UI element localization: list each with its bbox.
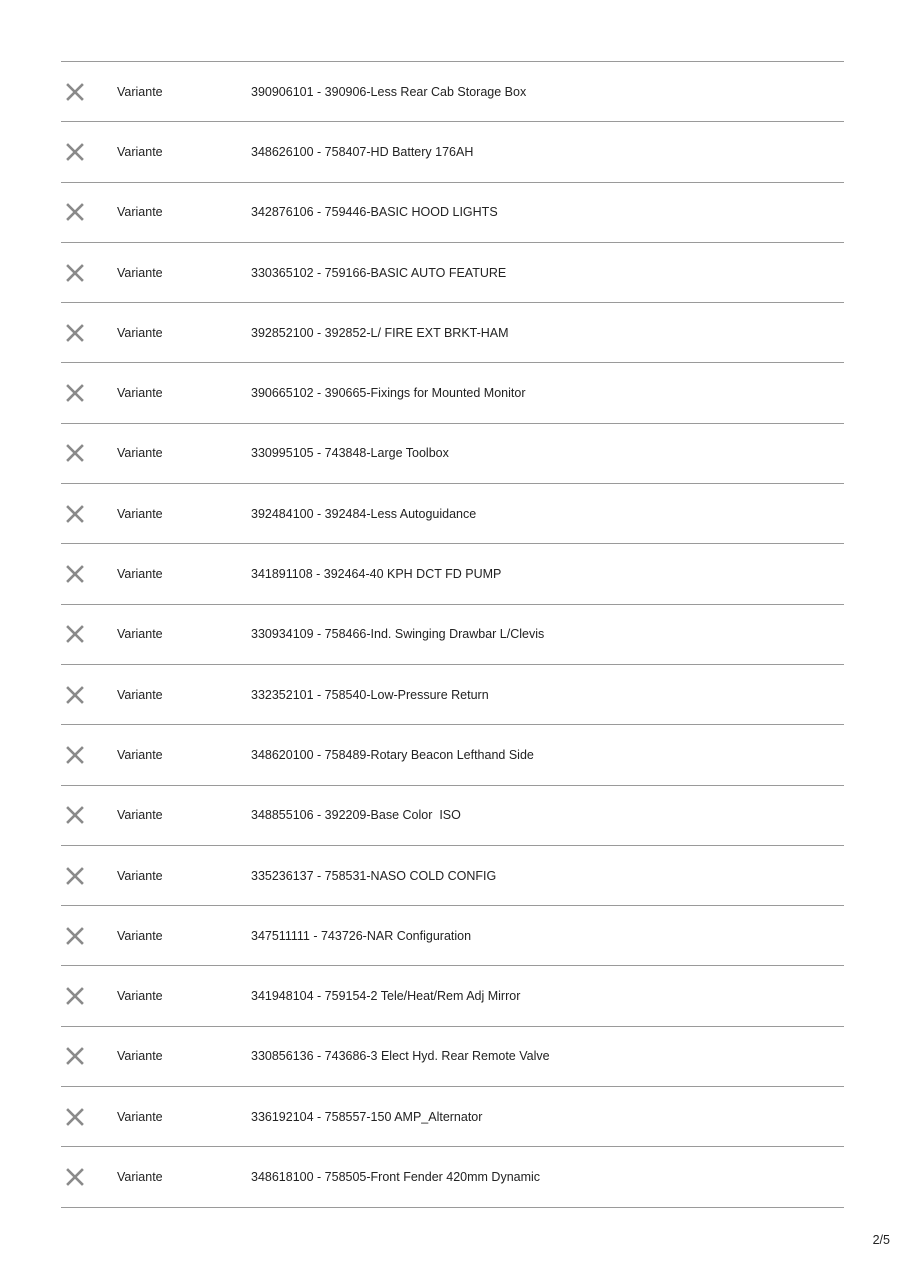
- close-icon[interactable]: [65, 986, 85, 1006]
- row-description: 341948104 - 759154-2 Tele/Heat/Rem Adj Mirror: [251, 989, 521, 1004]
- close-icon[interactable]: [65, 564, 85, 584]
- table-row: [61, 665, 844, 725]
- row-type: Variante: [117, 627, 163, 642]
- row-description: 335236137 - 758531-NASO COLD CONFIG: [251, 868, 497, 883]
- row-type: Variante: [117, 265, 163, 280]
- row-type: Variante: [117, 325, 163, 340]
- row-type: Variante: [117, 446, 163, 461]
- close-icon[interactable]: [65, 1167, 85, 1187]
- row-description: 390906101 - 390906-Less Rear Cab Storage Box: [251, 84, 527, 99]
- close-icon[interactable]: [65, 745, 85, 765]
- close-icon[interactable]: [65, 805, 85, 825]
- close-icon[interactable]: [65, 504, 85, 524]
- table-row: [61, 1147, 844, 1207]
- table-row: [61, 846, 844, 906]
- row-type: Variante: [117, 386, 163, 401]
- variant-table: [61, 61, 844, 1208]
- row-type: Variante: [117, 989, 163, 1004]
- close-icon[interactable]: [65, 263, 85, 283]
- table-row: [61, 1027, 844, 1087]
- close-icon[interactable]: [65, 866, 85, 886]
- table-row: [61, 544, 844, 604]
- close-icon[interactable]: [65, 685, 85, 705]
- table-row: [61, 183, 844, 243]
- row-type: Variante: [117, 205, 163, 220]
- row-type: Variante: [117, 1169, 163, 1184]
- row-description: 392484100 - 392484-Less Autoguidance: [251, 506, 477, 521]
- row-type: Variante: [117, 567, 163, 582]
- row-description: 330995105 - 743848-Large Toolbox: [251, 446, 449, 461]
- row-description: 348620100 - 758489-Rotary Beacon Lefthand Side: [251, 747, 534, 762]
- row-type: Variante: [117, 928, 163, 943]
- row-description: 330934109 - 758466-Ind. Swinging Drawbar L/Clevis: [251, 627, 545, 642]
- table-row: [61, 303, 844, 363]
- table-row: [61, 725, 844, 785]
- row-description: 332352101 - 758540-Low-Pressure Return: [251, 687, 489, 702]
- table-row: [61, 1087, 844, 1147]
- row-description: 392852100 - 392852-L/ FIRE EXT BRKT-HAM: [251, 325, 509, 340]
- row-description: 342876106 - 759446-BASIC HOOD LIGHTS: [251, 205, 498, 220]
- close-icon[interactable]: [65, 82, 85, 102]
- row-type: Variante: [117, 1109, 163, 1124]
- table-row: [61, 424, 844, 484]
- row-description: 390665102 - 390665-Fixings for Mounted Monitor: [251, 386, 526, 401]
- row-description: 341891108 - 392464-40 KPH DCT FD PUMP: [251, 567, 502, 582]
- close-icon[interactable]: [65, 1046, 85, 1066]
- row-description: 330365102 - 759166-BASIC AUTO FEATURE: [251, 265, 507, 280]
- table-row: [61, 62, 844, 122]
- close-icon[interactable]: [65, 926, 85, 946]
- row-description: 348855106 - 392209-Base Color ISO: [251, 808, 461, 823]
- row-type: Variante: [117, 506, 163, 521]
- table-row: [61, 906, 844, 966]
- close-icon[interactable]: [65, 624, 85, 644]
- table-row: [61, 484, 844, 544]
- table-row: [61, 122, 844, 182]
- table-row: [61, 363, 844, 423]
- table-row: [61, 605, 844, 665]
- row-description: 348626100 - 758407-HD Battery 176AH: [251, 144, 474, 159]
- row-type: Variante: [117, 144, 163, 159]
- page-number: 2/5: [872, 1233, 890, 1247]
- row-type: Variante: [117, 84, 163, 99]
- close-icon[interactable]: [65, 202, 85, 222]
- close-icon[interactable]: [65, 383, 85, 403]
- row-description: 348618100 - 758505-Front Fender 420mm Dynamic: [251, 1169, 541, 1184]
- row-type: Variante: [117, 687, 163, 702]
- close-icon[interactable]: [65, 323, 85, 343]
- row-type: Variante: [117, 747, 163, 762]
- close-icon[interactable]: [65, 443, 85, 463]
- close-icon[interactable]: [65, 1107, 85, 1127]
- row-description: 330856136 - 743686-3 Elect Hyd. Rear Remote Valve: [251, 1049, 550, 1064]
- row-description: 336192104 - 758557-150 AMP_Alternator: [251, 1109, 483, 1124]
- row-type: Variante: [117, 808, 163, 823]
- table-row: [61, 786, 844, 846]
- row-type: Variante: [117, 1049, 163, 1064]
- row-type: Variante: [117, 868, 163, 883]
- table-row: [61, 243, 844, 303]
- table-row: [61, 966, 844, 1026]
- close-icon[interactable]: [65, 142, 85, 162]
- row-description: 347511111 - 743726-NAR Configuration: [251, 928, 472, 943]
